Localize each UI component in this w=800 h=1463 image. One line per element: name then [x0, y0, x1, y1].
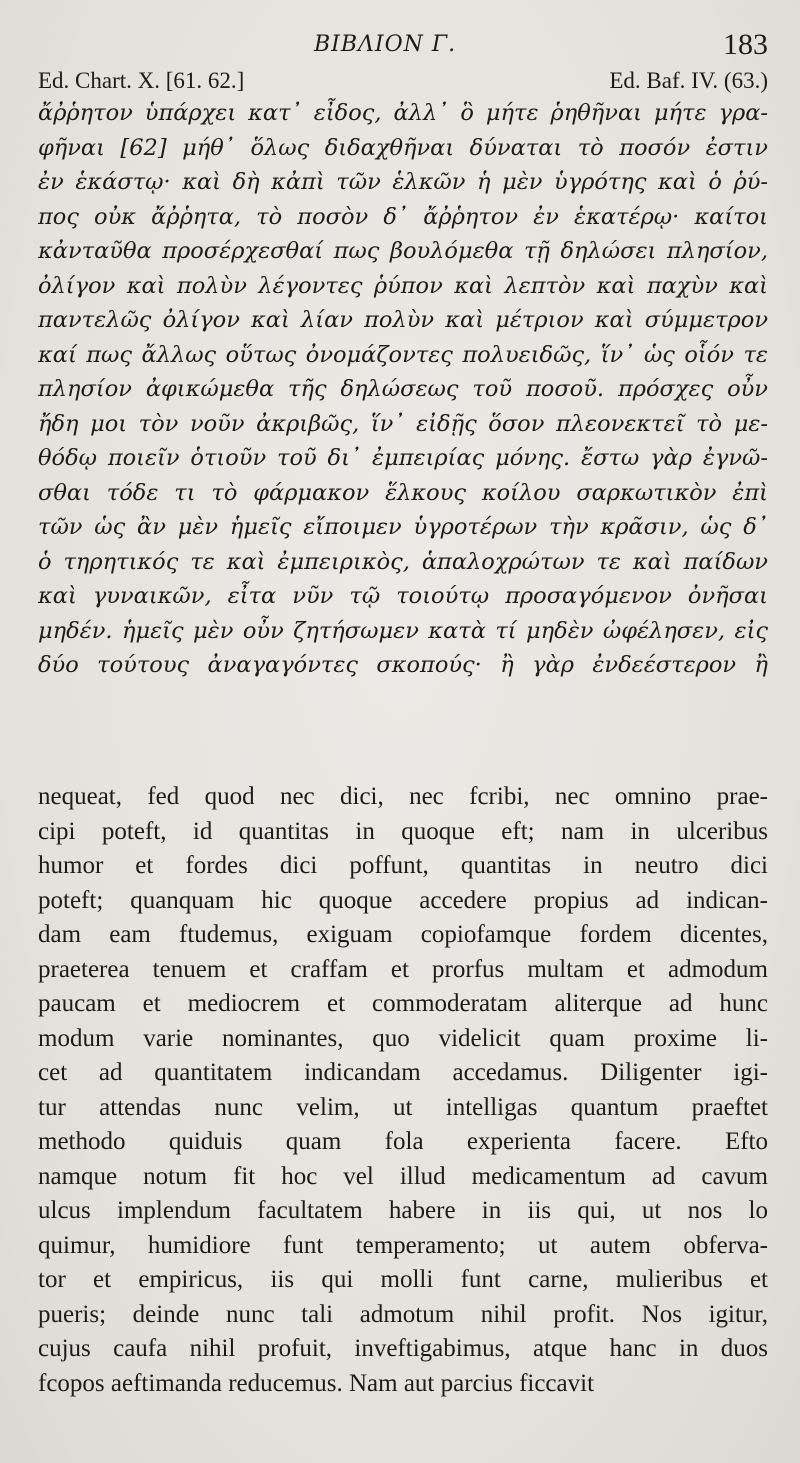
greek-text	[38, 96, 768, 683]
greek-line: ὀλίγον καὶ πολὺν λέγοντες ῥύπον καὶ λεπτὸν καὶ παχὺν καὶ	[38, 272, 768, 299]
latin-line: dam eam ftudemus, exiguam copiofamque fordem dicentes,	[38, 921, 768, 948]
latin-line: cujus caufa nihil profuit, inveftigabimus, atque hanc in duos	[38, 1335, 768, 1362]
greek-line: ἄῤῥητον ὑπάρχει κατ᾽ εἶδος, ἀλλ᾽ ὃ μήτε ῥηθῆναι μήτε γρα-	[38, 100, 768, 126]
latin-line: methodo quiduis quam fola experienta facere. Efto	[38, 1128, 768, 1155]
greek-line: καὶ γυναικῶν, εἶτα νῦν τῷ τοιούτῳ προσαγόμενον ὀνῆσαι	[38, 583, 768, 609]
latin-line: modum varie nominantes, quo videlicit quam proxime li-	[38, 1024, 768, 1052]
running-head	[0, 28, 800, 64]
greek-line: τῶν ὡς ἂν μὲν ἡμεῖς εἴποιμεν ὑγροτέρων τὴν κρᾶσιν, ὡς δ᾽	[38, 514, 768, 540]
greek-line: ἐν ἑκάστῳ· καὶ δὴ κἀπὶ τῶν ἑλκῶν ἡ μὲν ὑγρότης καὶ ὁ ῥύ-	[38, 169, 768, 195]
latin-line: praeterea tenuem et craffam et prorfus multam et admodum	[38, 955, 768, 983]
greek-line: παντελῶς ὀλίγον καὶ λίαν πολὺν καὶ μέτριον καὶ σύμμετρον	[38, 307, 768, 333]
latin-line: fcopos aeftimanda reducemus. Nam aut parcius ficcavit	[38, 1369, 595, 1397]
greek-line: δύο τούτους ἀναγαγόντες σκοπούς· ἢ γὰρ ἐνδεέστερον ἢ	[38, 652, 768, 678]
greek-line: κἀνταῦθα προσέρχεσθαί πως βουλόμεθα τῇ δηλώσει πλησίον,	[38, 238, 768, 264]
latin-line: cet ad quantitatem indicandam accedamus. Diligenter igi-	[38, 1059, 768, 1086]
latin-line: tur attendas nunc velim, ut intelligas quantum praeftet	[38, 1093, 768, 1121]
greek-line: ἤδη μοι τὸν νοῦν ἀκριβῶς, ἵν᾽ εἰδῇς ὅσον πλεονεκτεῖ τὸ με-	[38, 410, 768, 437]
latin-line: namque notum fit hoc vel illud medicamentum ad cavum	[38, 1162, 768, 1190]
greek-line: θόδῳ ποιεῖν ὁτιοῦν τοῦ δι᾽ ἐμπειρίας μόνης. ἔστω γὰρ ἐγνῶ-	[38, 445, 768, 471]
latin-line: ulcus implendum facultatem habere in iis qui, ut nos lo	[38, 1197, 768, 1224]
edition-basel-reference: Ed. Baf. IV. (63.)	[609, 68, 768, 93]
greek-line: σθαι τόδε τι τὸ φάρμακον ἕλκους κοίλου σαρκωτικὸν ἐπὶ	[38, 479, 768, 506]
greek-line: ὁ τηρητικός τε καὶ ἐμπειρικὸς, ἁπαλοχρώτων τε καὶ παίδων	[38, 548, 768, 575]
latin-line: humor et fordes dici poffunt, quantitas in neutro dici	[38, 852, 768, 879]
latin-line: poteft; quanquam hic quoque accedere propius ad indican-	[38, 886, 768, 914]
greek-line: πος οὐκ ἄῤῥητα, τὸ ποσὸν δ᾽ ἄῤῥητον ἐν ἑκατέρῳ· καίτοι	[38, 203, 768, 230]
latin-line: nequeat, fed quod nec dici, nec fcribi, nec omnino prae-	[38, 783, 768, 810]
latin-text	[38, 780, 768, 1401]
edition-chart-reference: Ed. Chart. X. [61. 62.]	[38, 68, 245, 93]
page-number: 183	[723, 28, 768, 61]
greek-line: καί πως ἄλλως οὕτως ὀνομάζοντες πολυειδῶς, ἵν᾽ ὡς οἷόν τε	[38, 341, 768, 368]
latin-line: cipi poteft, id quantitas in quoque eft; nam in ulceribus	[38, 817, 768, 845]
latin-line: quimur, humidiore funt temperamento; ut autem obferva-	[38, 1231, 768, 1259]
running-title: ΒΙΒΛΙΟΝ Γ.	[314, 32, 457, 57]
latin-line: paucam et mediocrem et commoderatam aliterque ad hunc	[38, 990, 768, 1017]
greek-line: μηδέν. ἡμεῖς μὲν οὖν ζητήσωμεν κατὰ τί μηδὲν ὠφέλησεν, εἰς	[38, 617, 768, 644]
latin-line: tor et empiricus, iis qui molli funt carne, mulieribus et	[38, 1266, 768, 1293]
greek-line: πλησίον ἀφικώμεθα τῆς δηλώσεως τοῦ ποσοῦ. πρόσχες οὖν	[38, 376, 768, 402]
latin-line: pueris; deinde nunc tali admotum nihil profit. Nos igitur,	[38, 1300, 768, 1328]
greek-line: φῆναι [62] μήθ᾽ ὅλως διδαχθῆναι δύναται τὸ ποσόν ἐστιν	[38, 134, 768, 161]
